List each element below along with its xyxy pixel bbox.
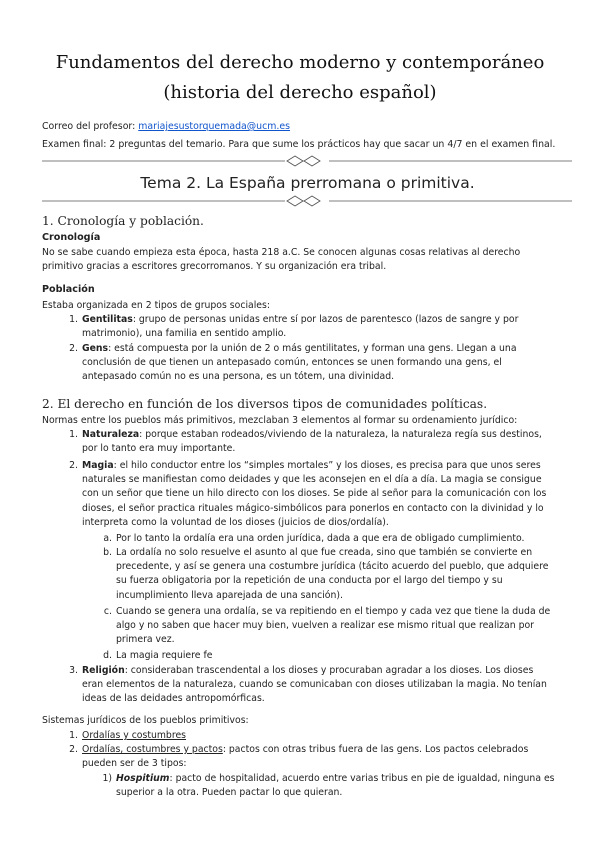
list-text: Por lo tanto la ordalía era una orden jurídica, dada a que era de obligado cumplimiento. — [116, 533, 525, 544]
list-item — [69, 664, 547, 707]
list-text: : pactos con otras tribus fuera de las gens. Los pactos celebrados — [222, 744, 529, 755]
list-text: eran elementos de la naturaleza, cuando se comunicaban con dioses utilizaban la magia. No tenían — [82, 679, 547, 691]
document-subtitle: (historia del derecho español) — [163, 82, 437, 103]
list-number: 1. — [69, 314, 78, 325]
section-1-heading: 1. Cronología y población. — [42, 214, 204, 228]
paragraph: Estaba organizada en 2 tipos de grupos sociales: — [42, 300, 271, 311]
list-item — [69, 459, 547, 530]
list-number: 1) — [102, 773, 112, 784]
list-number: 1. — [69, 730, 78, 741]
professor-email-link[interactable]: mariajesustorquemada@ucm.es — [138, 121, 291, 132]
exam-note: Examen final: 2 preguntas del temario. Para que sume los prácticos hay que sacar un 4/7 en el examen final. — [42, 139, 556, 150]
list-text: primera vez. — [116, 634, 175, 646]
list-text: : consideraban trascendental a los dioses y procuraban agradar a los dioses. Los dioses — [124, 665, 534, 676]
list-item — [69, 428, 542, 456]
cronologia-heading: Cronología — [42, 232, 101, 243]
list-text: pueden ser de 3 tipos: — [82, 758, 187, 770]
professor-email-line — [42, 120, 570, 134]
paragraph-line: primitivo gracias a escritores grecorromanos. Y su organización era tribal. — [42, 261, 387, 273]
list-text: por lo tanto era muy importante. — [82, 443, 236, 455]
list-text: naturales se manifiestan como deidades y que les aconsejen en el día a día. La magia se consigue — [82, 474, 542, 486]
list-text: superior a la otra. Pueden pactar lo que quieran. — [116, 787, 343, 799]
list-letter: d. — [103, 650, 112, 661]
list-text: Ordalías y costumbres — [82, 730, 187, 741]
list-text: Cuando se genera una ordalía, se va repitiendo en el tiempo y cada vez que tiene la duda de — [116, 606, 551, 617]
list-term: Religión — [82, 665, 125, 676]
list-text: matrimonio), una familia en sentido amplio. — [82, 328, 287, 340]
list-text: dioses, el señor practica rituales mágico-simbólicos para ponerlos en contacto con la divinidad y lo — [82, 502, 544, 514]
list-item — [69, 743, 529, 771]
list-letter: c. — [103, 606, 112, 617]
list-term: Magia — [82, 460, 114, 471]
list-text: su fuerza obligatoria por la repetición de una conducta por el largo del tiempo y su — [116, 575, 503, 587]
list-text: interpreta como la voluntad de los dioses (juicios de dios/ordalía). — [82, 516, 389, 528]
list-letter: b. — [103, 547, 112, 558]
sub-list-item — [102, 772, 555, 800]
list-term: Hospitium — [116, 773, 170, 784]
section-2-heading: 2. El derecho en función de los diversos tipos de comunidades políticas. — [42, 397, 488, 411]
list-term: Ordalías, costumbres y pactos — [82, 744, 223, 755]
list-item — [69, 729, 187, 743]
list-number: 3. — [69, 665, 78, 676]
sub-list-item — [103, 649, 213, 663]
list-text: La ordalía no solo resuelve el asunto al que fue creada, sino que también se convierte en — [116, 547, 533, 558]
ornament-divider-icon — [42, 155, 572, 167]
paragraph: Normas entre los pueblos más primitivos, mezclaban 3 elementos al formar su ordenamiento jurídico: — [42, 415, 518, 426]
list-letter: a. — [103, 533, 112, 544]
list-text: : grupo de personas unidas entre sí por lazos de parentesco (lazos de sangre y por — [132, 314, 519, 325]
list-text: algo y no saben que hacer muy bien, vuelven a realizar ese mismo ritual que realizan por — [116, 620, 534, 632]
list-text: con un señor que tiene un hilo directo con los dioses. Se pide al señor para la comunicación con los — [82, 488, 547, 500]
list-text: : porque estaban rodeados/viviendo de la naturaleza, la naturaleza regía sus destinos, — [139, 429, 542, 440]
list-text: : el hilo conductor entre los “simples mortales” y los dioses, es precisa para que unos seres — [113, 460, 541, 471]
sub-list-item — [103, 546, 549, 603]
list-text: incumplimiento lleva aparejada de una sanción). — [116, 589, 343, 601]
topic-title: Tema 2. La España prerromana o primitiva. — [140, 174, 475, 192]
sub-list-item — [103, 532, 525, 546]
list-text: ideas de las deidades antropomórficas. — [82, 693, 265, 705]
document-title: Fundamentos del derecho moderno y contemporáneo — [55, 52, 545, 73]
paragraph — [42, 246, 582, 274]
list-term: Naturaleza — [82, 429, 140, 440]
list-text: : está compuesta por la unión de 2 o más gentilitates, y forman una gens. Llegan a una — [108, 343, 517, 354]
list-number: 2. — [69, 744, 78, 755]
list-number: 2. — [69, 460, 78, 471]
paragraph-line: No se sabe cuando empieza esta época, hasta 218 a.C. Se conocen algunas cosas relativas al derecho — [42, 247, 521, 258]
list-text: : pacto de hospitalidad, acuerdo entre varias tribus en pie de igualdad, ninguna es — [169, 773, 555, 784]
sub-list-item — [103, 605, 551, 648]
poblacion-heading: Población — [42, 284, 95, 295]
list-number: 2. — [69, 343, 78, 354]
list-item — [69, 342, 517, 385]
paragraph: Sistemas jurídicos de los pueblos primitivos: — [42, 715, 249, 726]
list-term: Gens — [82, 343, 109, 354]
list-item — [69, 313, 519, 341]
list-text: conclusión de que tienen un antepasado común, entonces se unen formando una gens, el — [82, 357, 502, 369]
divider-top — [42, 155, 572, 167]
list-number: 1. — [69, 429, 78, 440]
divider-bottom — [42, 195, 572, 207]
list-text: antepasado común no es una persona, es un tótem, una divinidad. — [82, 371, 395, 383]
ornament-divider-icon — [42, 195, 572, 207]
list-text: La magia requiere fe — [116, 650, 213, 661]
list-text: precedente, y así se genera una costumbre jurídica (tácito acuerdo del pueblo, que adquiere — [116, 561, 549, 573]
email-label: Correo del profesor: — [42, 121, 139, 132]
list-term: Gentilitas — [82, 314, 133, 325]
